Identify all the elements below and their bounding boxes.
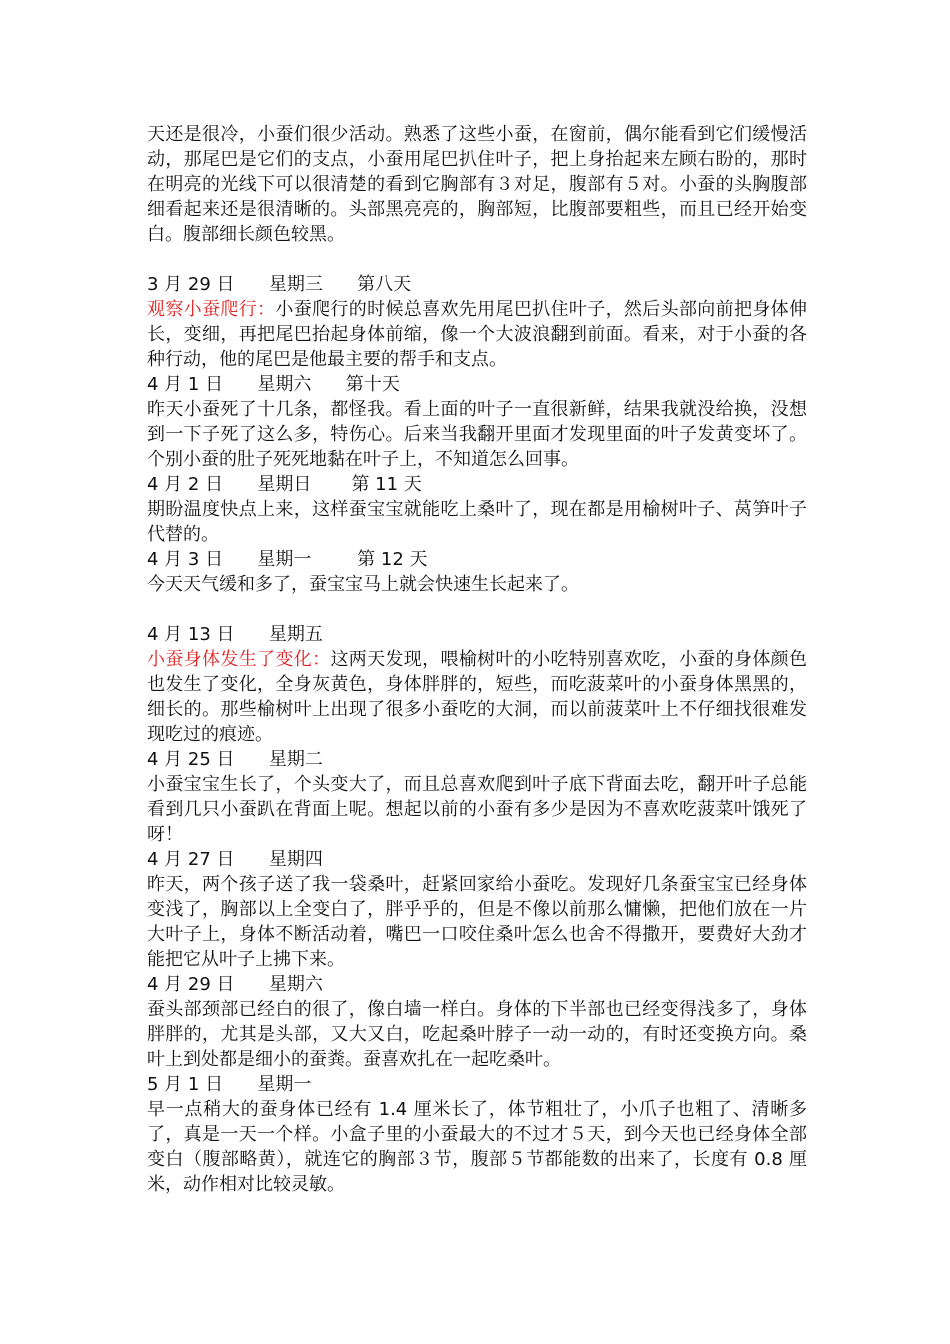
date-heading: 4 月 27 日 星期四 — [147, 849, 323, 870]
paragraph: 昨天，两个孩子送了我一袋桑叶，赶紧回家给小蚕吃。发现好几条蚕宝宝已经身体变浅了，胸部以上全变白了，胖乎乎的，但是不像以前那么慵懒，把他们放在一片大叶子上，身体不断活动着，嘴巴一口咬住桑叶怎么也舍不得撒开，要费好大劲才能把它从叶子上拂下来。 — [147, 874, 807, 970]
date-heading: 4 月 29 日 星期六 — [147, 974, 323, 995]
paragraph: 小蚕身体发生了变化：这两天发现，喂榆树叶的小吃特别喜欢吃，小蚕的身体颜色也发生了变化，全身灰黄色，身体胖胖的，短些，而吃菠菜叶的小蚕身体黑黑的，细长的。那些榆树叶上出现了很多小蚕吃的大洞，而以前菠菜叶上不仔细找很难发现吃过的痕迹。 — [147, 649, 808, 745]
blank-line — [147, 247, 807, 272]
paragraph: 昨天小蚕死了十几条，都怪我。看上面的叶子一直很新鲜，结果我就没给换，没想到一下子死了这么多，特伤心。后来当我翻开里面才发现里面的叶子发黄变坏了。个别小蚕的肚子死死地黏在叶子上，不知道怎么回事。 — [147, 399, 807, 470]
paragraph: 小蚕宝宝生长了，个头变大了，而且总喜欢爬到叶子底下背面去吃，翻开叶子总能看到几只小蚕趴在背面上呢。想起以前的小蚕有多少是因为不喜欢吃菠菜叶饿死了呀！ — [147, 774, 807, 845]
date-heading: 3 月 29 日 星期三 第八天 — [147, 274, 412, 295]
paragraph: 蚕头部颈部已经白的很了，像白墙一样白。身体的下半部也已经变得浅多了，身体胖胖的，尤其是头部，又大又白，吃起桑叶脖子一动一动的，有时还变换方向。桑叶上到处都是细小的蚕粪。蚕喜欢扎在一起吃桑叶。 — [147, 999, 807, 1070]
paragraph: 观察小蚕爬行：小蚕爬行的时候总喜欢先用尾巴扒住叶子，然后头部向前把身体伸长，变细，再把尾巴抬起身体前缩，像一个大波浪翻到前面。看来，对于小蚕的各种行动，他的尾巴是他最主要的帮手和支点。 — [147, 299, 808, 370]
date-heading: 4 月 13 日 星期五 — [147, 624, 323, 645]
highlight-label: 观察小蚕爬行： — [147, 299, 276, 320]
date-heading: 4 月 1 日 星期六 第十天 — [147, 374, 400, 395]
document-page — [147, 122, 807, 1197]
date-heading: 5 月 1 日 星期一 — [147, 1074, 312, 1095]
paragraph: 早一点稍大的蚕身体已经有 1.4 厘米长了，体节粗壮了，小爪子也粗了、清晰多了，真是一天一个样。小盒子里的小蚕最大的不过才５天，到今天也已经身体全部变白（腹部略黄），就连它的胸部３节，腹部５节都能数的出来了，长度有 0.8 厘米，动作相对比较灵敏。 — [147, 1099, 807, 1195]
paragraph: 期盼温度快点上来，这样蚕宝宝就能吃上桑叶了，现在都是用榆树叶子、莴笋叶子代替的。 — [147, 499, 807, 545]
date-heading: 4 月 2 日 星期日 第 11 天 — [147, 474, 422, 495]
paragraph: 今天天气缓和多了，蚕宝宝马上就会快速生长起来了。 — [147, 574, 579, 595]
highlight-label: 小蚕身体发生了变化： — [147, 649, 331, 670]
date-heading: 4 月 25 日 星期二 — [147, 749, 323, 770]
paragraph: 天还是很冷，小蚕们很少活动。熟悉了这些小蚕，在窗前，偶尔能看到它们缓慢活动，那尾巴是它们的支点，小蚕用尾巴扒住叶子，把上身抬起来左顾右盼的，那时在明亮的光线下可以很清楚的看到它胸部有３对足，腹部有５对。小蚕的头胸腹部细看起来还是很清晰的。头部黑亮亮的，胸部短，比腹部要粗些，而且已经开始变白。腹部细长颜色较黑。 — [147, 124, 807, 245]
date-heading: 4 月 3 日 星期一 第 12 天 — [147, 549, 428, 570]
blank-line — [147, 597, 807, 622]
